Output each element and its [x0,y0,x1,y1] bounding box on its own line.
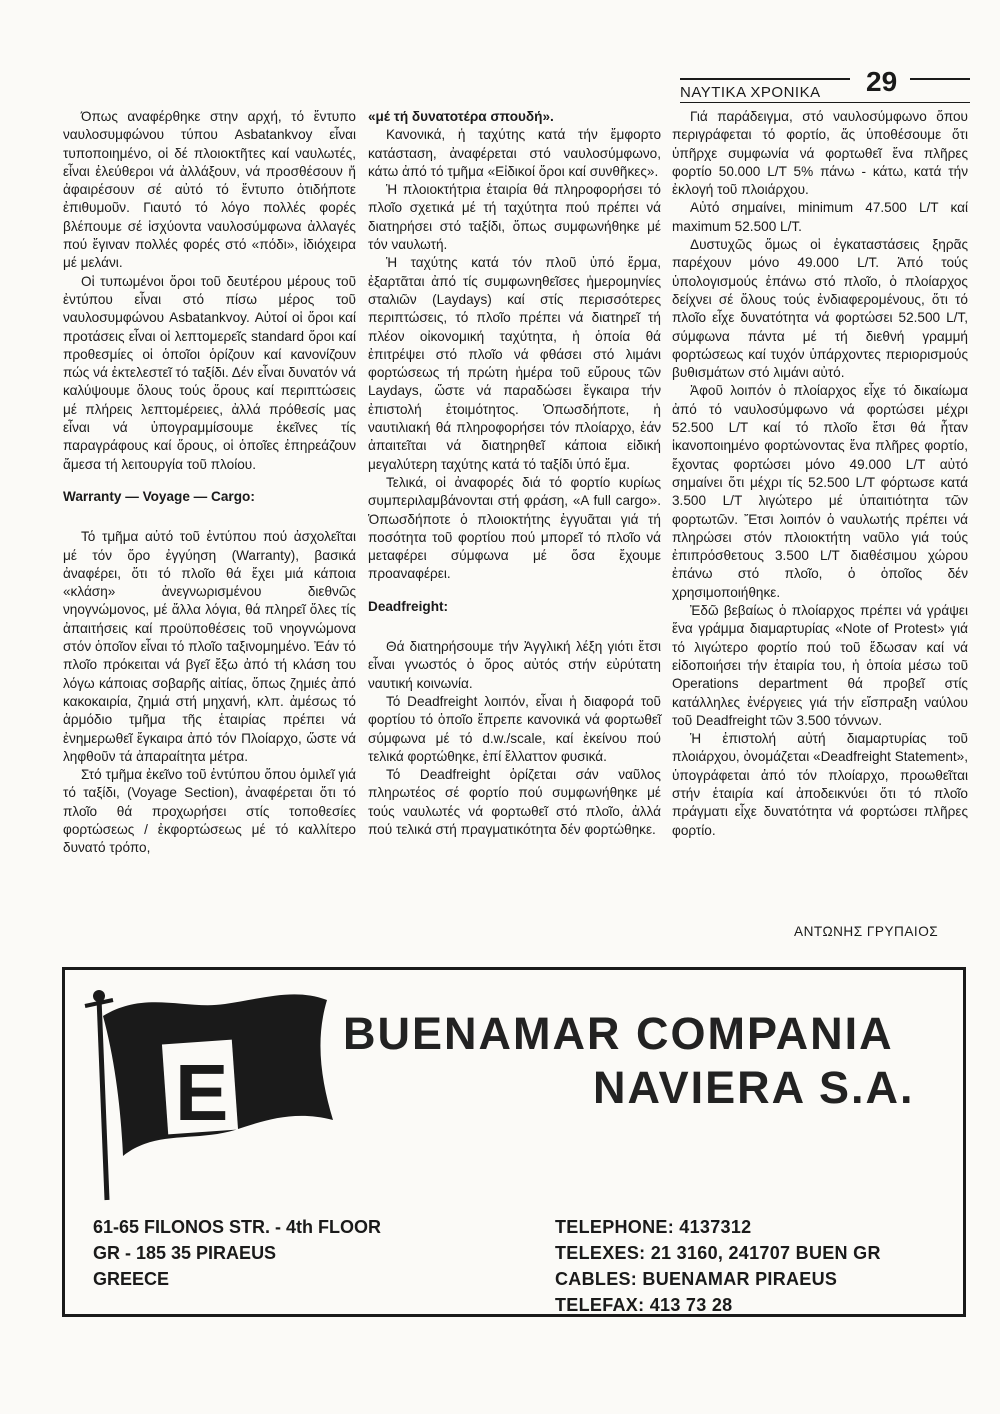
company-name-line1: BUENAMAR COMPANIA [343,1008,894,1059]
advertisement-box [62,967,966,1317]
address-line: 61-65 FILONOS STR. - 4th FLOOR [93,1217,382,1237]
paragraph: Ἡ ἐπιστολή αὐτή διαμαρτυρίας τοῦ πλοιάρχου, ὀνομάζεται «Deadfreight Statement», ὑπογράφεται ἀπό τόν πλοίαρχο, προωθεῖται στήν ἑταιρία καί ἀποδεικνύει ὅτι τό πλοῖο πράγματι εἶχε δυνατότητα νά φορτώσει πλῆρες φορτίο. [672,731,968,838]
paragraph: Στό τμῆμα ἐκεῖνο τοῦ ἐντύπου ὅπου ὁμιλεῖ γιά τό ταξίδι, (Voyage Section), ἀναφέρεται ὅτι τό πλοῖο θά προχωρήσει στίς τοποθεσίες φορτώσεως / ἐκφορτώσεως μέ τό καλλίτερο δυνατό τρόπο, [63,767,356,856]
paragraph: Θά διατηρήσουμε τήν Ἀγγλική λέξη γιότι ἔτσι εἶναι γνωστός ὁ ὅρος αὐτός στήν εὐρύτατη ναυτική κοινωνία. [368,639,661,691]
paragraph: Ἡ πλοιοκτήτρια ἑταιρία θά πληροφορήσει τό πλοῖο σχετικά μέ τή ταχύτητα πού πρέπει νά διατηρήσει στό ταξίδι, ὅπως συμφωνήθηκε μέ τόν ναυλωτή. [368,182,661,253]
paragraph: Τό Deadfreight ὁρίζεται σάν ναῦλος πληρωτέος σέ φορτίο πού συμφωνήθηκε μέ τούς ναυλωτές νά φορτωθεῖ στό πλοῖο, ἀλλά πού τελικά στή πραγματικότητα δέν φορτώθηκε. [368,767,661,837]
header-rule-bottom [680,102,970,103]
paragraph: Ἡ ταχύτης κατά τόν πλοῦ ὑπό ἔρμα, ἐξαρτᾶται ἀπό τίς συμφωνηθεῖσες ἡμερομηνίες σταλιῶν (Laydays) καί στίς περισσότερες περιπτώσεις, τό πλοῖο πρέπει νά διατηρεῖ τή πλέον οἰκονομική ταχύτητα, ἡ ὁποία θά ἐπιτρέψει στό πλοῖο νά φθάσει στό λιμάνι φορτώσεως τή πρώτη ἡμέρα τοῦ εὔρους τῶν Laydays, ὥστε νά παραδώσει ἔγκαιρα τήν ἐπιστολή ἑτοιμότητος. Ὁπωσδήποτε, ἡ ναυτιλιακή θά πληροφορήσει τόν πλοίαρχο, ἐάν ἀπαιτεῖται νά διατηρηθεῖ κάποια εἰδική μεγαλύτερη ταχύτης κατά τό ταξίδι ὑπό ἔμα. [368,255,661,472]
address-line: GREECE [93,1269,170,1289]
address-line: GR - 185 35 PIRAEUS [93,1243,277,1263]
paragraph-continuation: «μέ τή δυνατοτέρα σπουδή». [368,109,554,124]
company-name-line2: NAVIERA S.A. [593,1062,915,1113]
section-heading-deadfreight: Deadfreight: [368,598,449,614]
paragraph: Αὐτό σημαίνει, minimum 47.500 L/T καί maximum 52.500 L/T. [672,200,968,234]
paragraph: Κανονικά, ἡ ταχύτης κατά τήν ἔμφορτο κατάσταση, ἀναφέρεται στό ναυλοσύμφωνο, κάτω ἀπό τό τμῆμα «Εἰδικοί ὅροι καί συνθῆκες». [368,127,661,179]
paragraph: Τό τμῆμα αὐτό τοῦ ἐντύπου πού ἀσχολεῖται μέ τόν ὅρο ἐγγύηση (Warranty), βασικά ἀναφέρει, ὅτι τό πλοῖο θά ἔχει μιά κάποια «κλάση» ἀνεγνωρισμένου διεθνῶς νηογνώμονος, μέ ἄλλα λόγια, θά πληρεῖ ὅλες τίς ἀπαιτήσεις καί προϋποθέσεις τοῦ νηογνώμονα στόν ὁποῖον εἶναι τό πλοῖο ταξινομημένο. Ἐάν τό πλοῖο πρόκειται νά βγεῖ ἔξω ἀπό τή κλάση του λόγω κάποιας σοβαρῆς αἰτίας, ὅπως ζημιές ἀπό κακοκαιρία, ζημιά στή μηχανή, κλπ. ἀμέσως τό ἁρμόδιο τμῆμα τῆς ἑταιρίας πρέπει νά ἐνημερωθεῖ ἔγκαιρα ἀπό τόν Πλοίαρχο, ὥστε νά ληφθοῦν τά ἀπαραίτητα μέτρα. [63,529,356,764]
paragraph: Ἀφοῦ λοιπόν ὁ πλοίαρχος εἶχε τό δικαίωμα ἀπό τό ναυλοσύμφωνο νά φορτώσει μέχρι 52.500 L/T καί τό πλοῖο ἔτσι θά ἦταν ἱκανοποιημένο φορτώνοντας ἕνα πλῆρες φορτίο, ἔχοντας φορτώσει μόνο 49.000 L/T αὐτό σημαίνει ὅτι μέχρι τίς 52.500 L/T φόρτωσε κατά 3.500 L/T λιγώτερο μέ ὑπαιτιότητα τῶν φορτωτῶν. Ἔτσι λοιπόν ὁ ναυλωτής πρέπει νά πληρώσει στόν πλοιοκτήτη ναῦλο γιά τούς ἐπιπρόσθετους 3.500 L/T διαθέσιμου χώρου ἐπάνω στό πλοῖο, ὁ ὁποῖος δέν χρησιμοποιήθηκε. [672,383,968,600]
page-header [540,66,970,106]
article-column-1 [63,108,356,858]
header-rule-left [680,78,850,80]
contact-cables: CABLES: BUENAMAR PIRAEUS [555,1269,838,1289]
journal-title: ΝΑΥΤΙΚΑ ΧΡΟΝΙΚΑ [680,84,821,101]
section-heading-warranty: Warranty — Voyage — Cargo: [63,488,255,504]
article-column-2 [368,108,661,839]
paragraph: Οἱ τυπωμένοι ὅροι τοῦ δευτέρου μέρους τοῦ ἐντύπου εἶναι στό πίσω μέρος τοῦ ναυλοσυμφώνου Asbatankvoy. Αὐτοί οἱ ὅροι καί προτάσεις εἶναι οἱ λεπτομερεῖς standard ὅροι καί προθεσμίες οἱ ὁποῖοι ὁρίζουν καί κανονίζουν πώς νά ἐκτελεστεῖ τό ταξίδι. Δέν εἶναι δυνατόν νά καλύψουμε ὅλους τούς ὅρους καί περιπτώσεις μέ πλήρεις λεπτομέρειες, ἀλλά πρόθεσίς μας εἶναι νά ὑπογραμμίσουμε ἐκεῖνες τίς παραγράφους καί ὅρους, οἱ ὁποῖες ἐπηρεάζουν ἄμεσα τή λειτουργία τοῦ πλοίου. [63,273,356,472]
paragraph: Τελικά, οἱ ἀναφορές διά τό φορτίο κυρίως συμπεριλαμβάνονται στή φράση, «A full cargo». Ὁπωσδήποτε ὁ πλοιοκτήτης ἐγγυᾶται γιά τή ποσότητα τοῦ φορτίου πού μπορεῖ τό πλοῖο νά μεταφέρει σύμφωνα μέ ὅσα ἔχουμε προαναφέρει. [368,474,661,582]
flag-letter: E [175,1048,229,1137]
paragraph: Όπως αναφέρθηκε στην αρχή, τό ἔντυπο ναυλοσυμφώνου τύπου Asbatankvoy εἶναι τυποποιημένο, οἱ δέ πλοιοκτῆτες καί ναυλωτές, εἶναι ἐλεύθεροι νά ἀλλάξουν, νά προσθέσουν ἤ ἀφαιρέσουν σέ αὐτό τό ἔντυπο ὁτιδήποτε ἐπιθυμοῦν. Γιαυτό τό λόγο πολλές φορές βλέπουμε σέ ἰσχύοντα ναυλοσύμφωνα ἀλλαγές πού ἔγιναν πολλές φορές στό «πόδι», ἰδιόχειρα μέ μελάνι. [63,109,356,271]
flag-logo-icon [65,970,345,1210]
article-column-3 [672,108,968,840]
paragraph: Δυστυχῶς ὅμως οἱ ἐγκαταστάσεις ξηρᾶς παρέχουν μόνο 49.000 L/T. Ἀπό τούς ὑπολογισμούς ἐπάνω στό πλοῖο, ὁ πλοίαρχος δείχνει σέ ὅλους τούς ἐνδιαφερομένους, ὅτι τό πλοῖο εἶχε δυνατότητα νά φορτώσει 52.500 L/T, σύμφωνα πάντα μέ τή διεθνή γραμμή φορτώσεως καί τυχόν ὑπάρχοντες περιορισμούς βυθισμάτων στό λιμάνι αὐτό. [672,237,968,381]
paragraph: Γιά παράδειγμα, στό ναυλοσύμφωνο ὅπου περιγράφεται τό φορτίο, ἄς ὑποθέσουμε ὅτι ὑπῆρχε συμφωνία νά φορτωθεῖ ἕνα πλῆρες φορτίο 50.000 L/T 5% πάνω - κάτω, κατά τήν ἐκλογή τοῦ πλοιάρχου. [672,109,968,198]
author-signature: ΑΝΤΩΝΗΣ ΓΡΥΠΑΙΟΣ [794,924,939,939]
paragraph: Ἐδῶ βεβαίως ὁ πλοίαρχος πρέπει νά γράψει ἕνα γράμμα διαμαρτυρίας «Note of Protest» γιά τό λιγώτερο φορτίο πού τοῦ ἔδωσαν καί νά εἰδοποιήσει τήν ἑταιρία του, ἡ ὁποία μέσω τοῦ Operations department θά προβεῖ στίς κατάλληλες ἐνέργειες γιά τήν εἴσπραξη ναύλου τοῦ Deadfreight τῶν 3.500 τόννων. [672,603,968,728]
contact-telefax: TELEFAX: 413 73 28 [555,1295,733,1315]
paragraph: Τό Deadfreight λοιπόν, εἶναι ἡ διαφορά τοῦ φορτίου τό ὁποῖο ἔπρεπε κανονικά νά φορτωθεῖ σύμφωνα μέ τό d.w./scale, καί ἐκείνου πού τελικά φορτώθηκε, ἐπί ἔλλαττον φυσικά. [368,693,661,764]
header-rule-right [910,78,970,80]
contact-telexes: TELEXES: 21 3160, 241707 BUEN GR [555,1243,881,1263]
contact-telephone: TELEPHONE: 4137312 [555,1217,752,1237]
page-number: 29 [866,66,898,97]
company-contacts [555,1214,881,1318]
company-address [93,1214,381,1292]
